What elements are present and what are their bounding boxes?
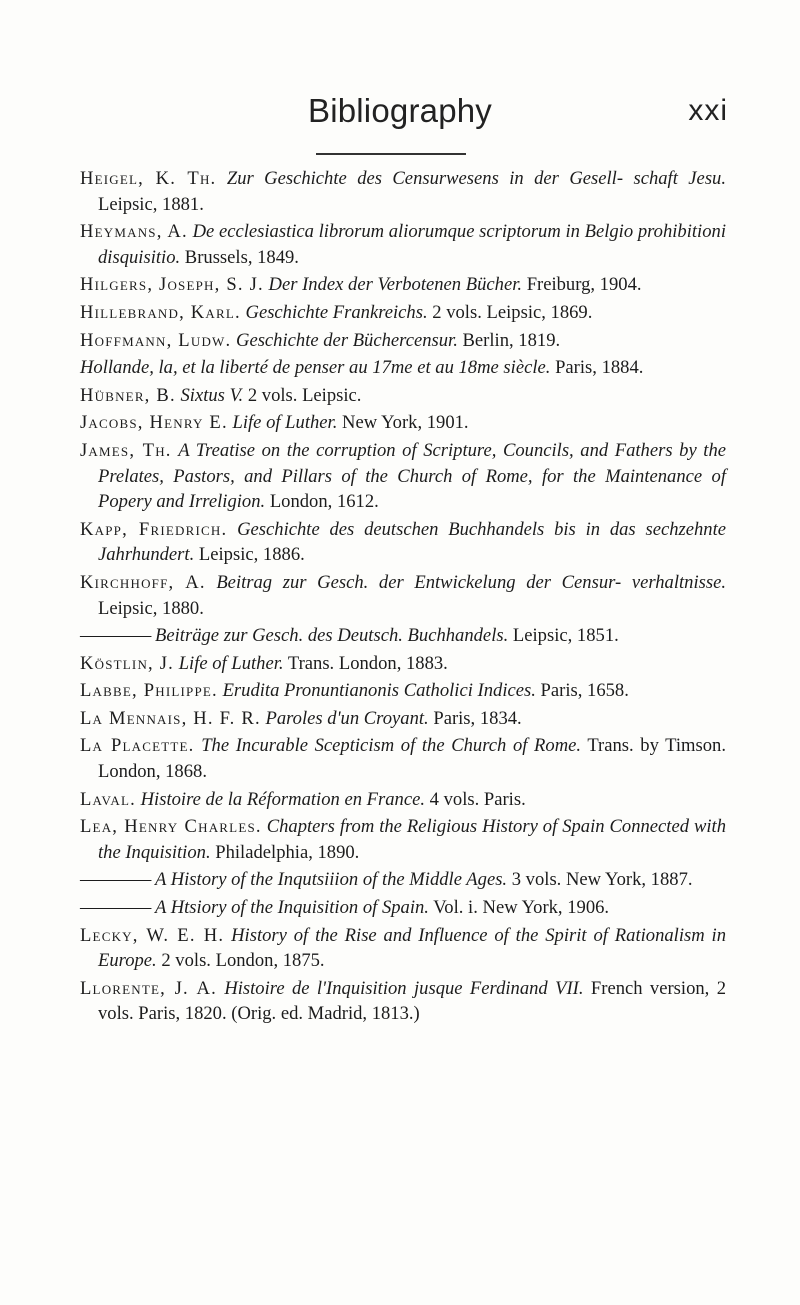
bibliography-list <box>80 166 726 1029</box>
entry-title: History of the Rise and Influence of the Spirit of Rationalism in Europe. <box>98 924 726 972</box>
entry-author: Labbe, Philippe. <box>80 680 218 702</box>
entry-title: De ecclesiastica librorum aliorumque scriptorum in Belgio prohibitioni disquisitio. <box>98 221 726 268</box>
bibliography-entry <box>80 623 726 649</box>
entry-publication: 2 vols. Leipsic. <box>247 384 362 406</box>
bibliography-entry <box>80 651 726 677</box>
bibliography-entry <box>80 272 726 298</box>
entry-publication: Vol. i. New York, 1906. <box>433 897 610 919</box>
entry-title: Erudita Pronuntianonis Catholici Indices. <box>222 680 536 702</box>
entry-publication: Berlin, 1819. <box>462 329 561 351</box>
bibliography-entry <box>80 355 726 381</box>
entry-title: Der Index der Verbotenen Bücher. <box>268 274 523 296</box>
entry-publication: Trans. London, 1883. <box>287 652 448 674</box>
entry-publication: Brussels, 1849. <box>184 246 299 268</box>
entry-publication: New York, 1901. <box>342 412 469 434</box>
entry-title: Beitrag zur Gesch. der Entwickelung der Censur- verhaltnisse. <box>216 571 726 593</box>
bibliography-entry <box>80 328 726 354</box>
bibliography-entry <box>80 678 726 704</box>
entry-author: Heymans, A. <box>80 221 188 243</box>
bibliography-entry <box>80 867 726 893</box>
bibliography-entry <box>80 570 726 621</box>
entry-author: Jacobs, Henry E. <box>80 412 228 434</box>
bibliography-entry <box>80 410 726 436</box>
entry-publication: 3 vols. New York, 1887. <box>511 869 693 891</box>
entry-publication: Leipsic, 1880. <box>98 597 204 619</box>
entry-title: Histoire de la Réformation en France. <box>140 788 425 810</box>
entry-author: Llorente, J. A. <box>80 977 217 999</box>
bibliography-entry <box>80 383 726 409</box>
bibliography-entry <box>80 814 726 865</box>
entry-publication: Leipsic, 1881. <box>98 193 204 215</box>
entry-author: Hübner, B. <box>80 384 176 406</box>
entry-title: A Treatise on the corruption of Scripture, Councils, and Fathers by the Prelates, Pastors, and Pillars of the Church of Rome, for the Maintenance of Popery and Irreligion. <box>98 439 726 513</box>
bibliography-entry <box>80 300 726 326</box>
entry-title: Histoire de l'Inquisition jusque Ferdinand VII. <box>224 977 584 999</box>
entry-title: Geschichte Frankreichs. <box>245 301 428 323</box>
entry-title: Life of Luther. <box>178 652 284 674</box>
page-title: Bibliography <box>307 92 492 129</box>
bibliography-entry <box>80 923 726 974</box>
entry-publication: Philadelphia, 1890. <box>215 841 360 863</box>
entry-author: Laval. <box>80 788 136 810</box>
entry-author: Kapp, Friedrich. <box>80 518 228 540</box>
entry-publication: Leipsic, 1851. <box>512 625 619 647</box>
entry-publication: Freiburg, 1904. <box>526 274 642 296</box>
entry-author: Lea, Henry Charles. <box>80 816 262 838</box>
entry-title: Paroles d'un Croyant. <box>265 707 429 729</box>
entry-title: Geschichte der Büchercensur. <box>236 329 458 351</box>
bibliography-entry <box>80 733 726 784</box>
entry-author: La Mennais, H. F. R. <box>80 707 261 729</box>
entry-title: Zur Geschichte des Censurwesens in der Gesell- schaft Jesu. <box>226 168 726 189</box>
entry-publication: French version, 2 vols. Paris, 1820. (Orig. ed. Madrid, 1813.) <box>98 977 726 1025</box>
page-number: xxi <box>688 94 728 127</box>
entry-title: Geschichte des deutschen Buchhandels bis in das sechzehnte Jahrhundert. <box>98 518 726 566</box>
entry-author: ———— <box>80 869 151 891</box>
entry-author: ———— <box>80 625 151 647</box>
entry-title: Beiträge zur Gesch. des Deutsch. Buchhandels. <box>155 625 509 647</box>
bibliography-entry <box>80 438 726 515</box>
entry-publication: Paris, 1884. <box>555 357 644 379</box>
entry-title: The Incurable Scepticism of the Church of Rome. <box>201 735 582 757</box>
entry-title: Sixtus V. <box>180 384 244 406</box>
entry-title: A History of the Inqutsiiion of the Middle Ages. <box>155 869 508 891</box>
bibliography-entry <box>80 895 726 921</box>
entry-publication: London, 1612. <box>269 491 379 513</box>
entry-author: Hilgers, Joseph, S. J. <box>80 274 264 296</box>
entry-title: Chapters from the Religious History of Spain Connected with the Inquisition. <box>98 816 727 863</box>
bibliography-entry <box>80 787 726 813</box>
entry-publication: Paris, 1834. <box>433 707 522 729</box>
entry-publication: Trans. by Timson. London, 1868. <box>98 735 726 783</box>
entry-publication: 2 vols. Leipsic, 1869. <box>432 301 593 323</box>
running-header <box>0 92 800 142</box>
entry-publication: Leipsic, 1886. <box>198 544 305 566</box>
entry-publication: Paris, 1658. <box>540 680 629 702</box>
entry-title: A Htsiory of the Inquisition of Spain. <box>155 897 429 919</box>
entry-title: Life of Luther. <box>232 412 338 434</box>
entry-author: James, Th. <box>80 439 172 461</box>
bibliography-entry <box>80 976 726 1027</box>
entry-author: ———— <box>80 897 151 919</box>
entry-author: La Placette. <box>80 735 195 757</box>
entry-author: Hillebrand, Karl. <box>80 301 241 323</box>
bibliography-entry <box>80 706 726 732</box>
bibliography-entry <box>80 219 726 270</box>
entry-publication: 2 vols. London, 1875. <box>161 950 325 972</box>
bibliography-entry <box>80 517 726 568</box>
entry-author: Lecky, W. E. H. <box>80 924 225 946</box>
header-rule <box>316 153 466 155</box>
entry-author: Heigel, K. Th. <box>80 168 217 189</box>
bibliography-entry <box>80 166 726 217</box>
entry-title: Hollande, la, et la liberté de penser au 17me et au 18me siècle. <box>80 357 551 379</box>
entry-publication: 4 vols. Paris. <box>429 788 526 810</box>
entry-author: Hoffmann, Ludw. <box>80 329 232 351</box>
entry-author: Kirchhoff, A. <box>80 571 206 593</box>
entry-author: Köstlin, J. <box>80 652 175 674</box>
